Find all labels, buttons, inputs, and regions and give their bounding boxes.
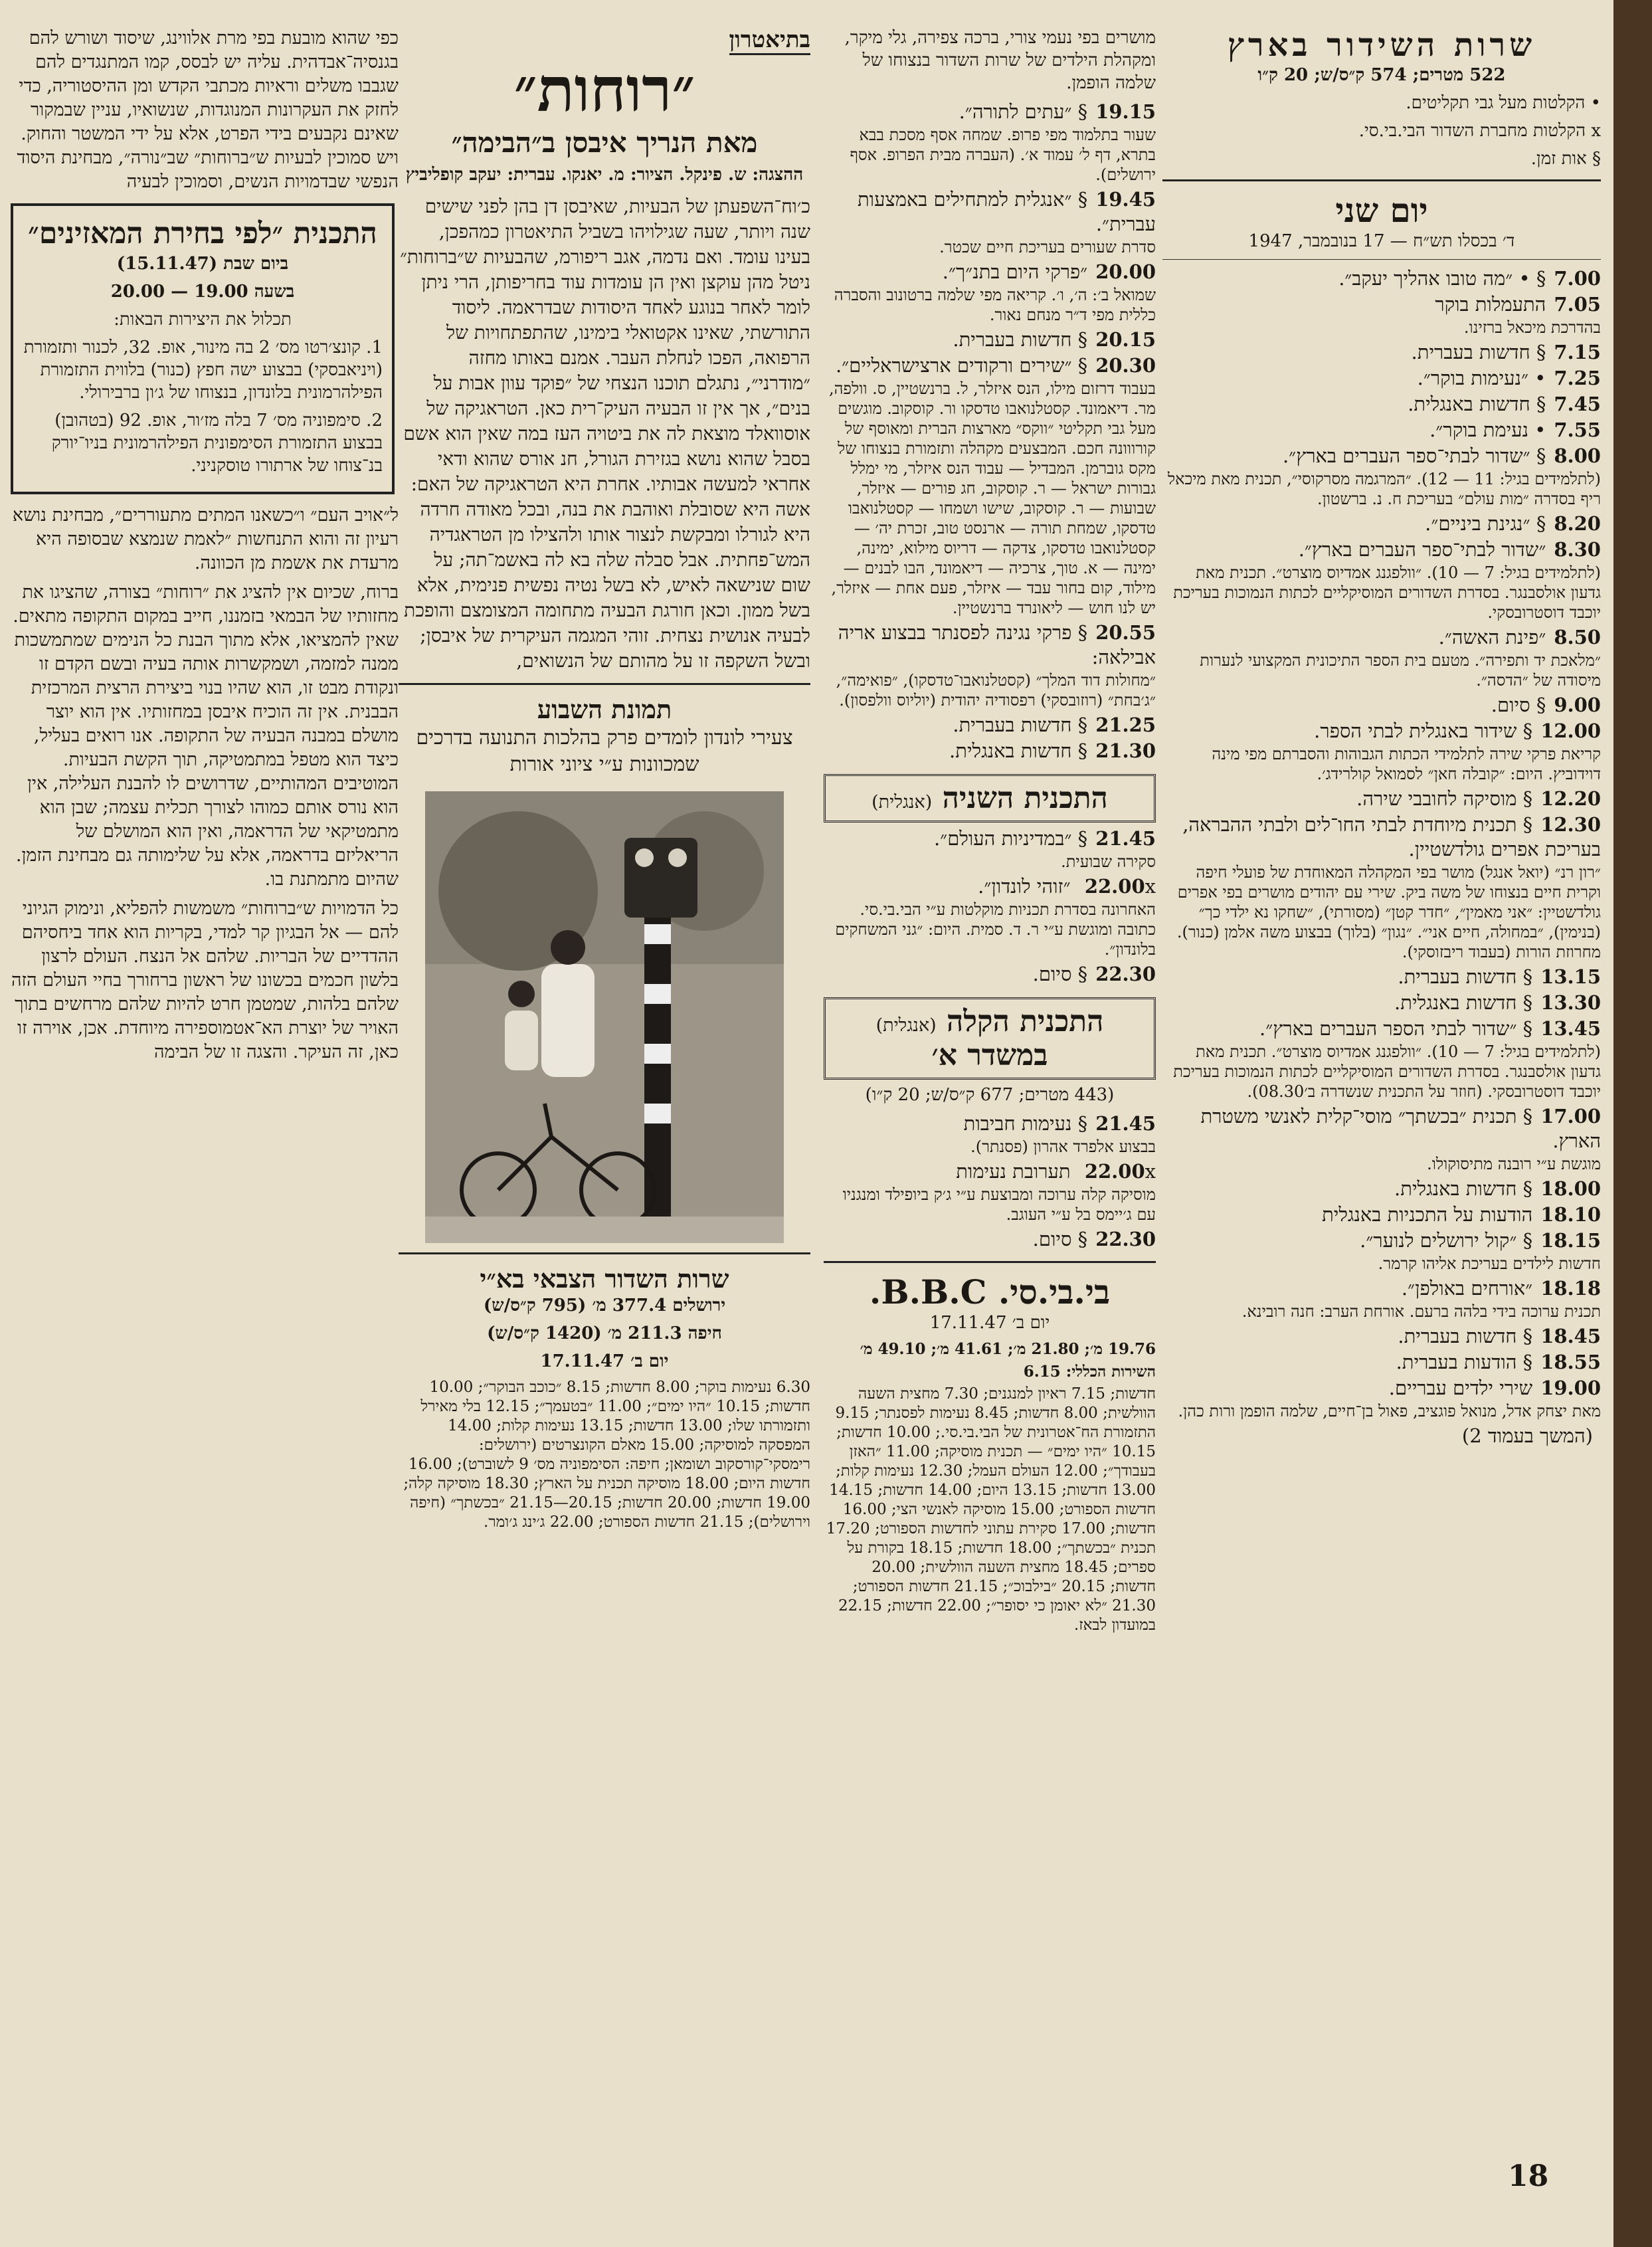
schedule-note: מאת יצחק אדל, מנואל פוגציב, פאול בן־חיים, שלמה הופמן ורות כהן. (1178, 1402, 1601, 1420)
schedule-item (824, 621, 1156, 710)
second-program-title: התכנית השניה (942, 781, 1108, 815)
light-program-sub: (אנגלית) (875, 1015, 937, 1036)
schedule-time: 7.15 (1554, 341, 1601, 363)
schedule-item (1162, 787, 1601, 811)
schedule-item (1162, 366, 1601, 391)
schedule-time: 8.00 (1554, 444, 1601, 467)
schedule-title: § ״במדיניות העולם״. (933, 827, 1088, 850)
schedule-title: § שידור באנגלית לבתי הספר. (1314, 720, 1533, 742)
article-body-continued: כפי שהוא מובעת בפי מרת אלווינג, שיסוד ושורש להם בגנסיה־אבדהית. עליה יש לבסס, קמו המתנגדים להם שגבבו משלים וראיות מכתבי הקדש ומן ההיסטוריה, כדי לחזק את העקרונות המנוגדות, שנשואיו, עניין שבמקור שאינם נקבעים בידי הפרט, אלא על ידי המשטר והחוק. ויש סמוכין לבעיות ש״ברוחות״ שב״נורה״, מבחינת היסוד הנפשי שבדמויות הנשים, וסמוכין לבעיה (17, 28, 399, 192)
schedule-title: § חדשות באנגלית. (1408, 393, 1546, 415)
schedule-title: § סיום. (1491, 694, 1546, 716)
schedule-item (824, 1159, 1156, 1224)
schedule-title: ״שדור לבתי־ספר העברים בארץ״. (1298, 538, 1546, 561)
traffic-light-photo (425, 791, 784, 1243)
schedule-note: האחרונה בסדרת תכניות מוקלטות ע״י הבי.בי.סי. כתובה ומוגשת ע״י ר. ד. סמית. היום: ״גני המשחקים בלונדון״. (835, 900, 1156, 959)
bbc-service: השירות הכללי: 6.15 (1023, 1363, 1156, 1381)
schedule-time: 18.55 (1540, 1351, 1601, 1373)
schedule-item (1162, 1104, 1601, 1174)
schedule-time: 13.45 (1540, 1017, 1601, 1040)
schedule-item (1162, 1324, 1601, 1349)
schedule-time: 18.00 (1540, 1177, 1601, 1200)
schedule-title: • ״נעימות בוקר״. (1417, 367, 1546, 389)
schedule-title: § פרקי נגינה לפסנתר בבצוע אריה אבילאה: (838, 621, 1156, 668)
military-broadcast-title: שרות השדור הצבאי בא״י (480, 1264, 729, 1294)
schedule-time: 17.00 (1540, 1105, 1601, 1127)
schedule-list (824, 1112, 1156, 1252)
column-home-broadcast (1162, 27, 1601, 1450)
day-date: ד׳ בכסלו תש״ח — 17 בנובמבר, 1947 (1248, 231, 1515, 251)
schedule-title: § סיום. (1032, 1228, 1088, 1250)
schedule-title: § ״עתים לתורה״. (959, 100, 1088, 123)
column-article-continuation (7, 27, 399, 1070)
listener-choice-item: 2. סימפוניה מס׳ 7 בלה מז׳ור, אופ. 92 (בטהובן) בבצוע התזמורת הסימפונית הפילהרמונית בניו־יורק בנ־צוחו של ארתורו טוסקניני. (51, 411, 383, 476)
column-theatre (399, 27, 810, 1535)
military-date: יום ב׳ 17.11.47 (540, 1351, 669, 1371)
schedule-time: 7.45 (1554, 393, 1601, 415)
schedule-item (1162, 444, 1601, 509)
schedule-title: § הודעות בעברית. (1396, 1351, 1533, 1373)
schedule-note: (לתלמידים בגיל: 11 — 12). ״המרגמה מסרקוסי״, תכנית מאת מיכאל ריף בסדרה ״מות עולם״ בעריכת ח. נ. ברשטון. (1167, 470, 1601, 508)
schedule-title: הודעות על התכניות באנגלית (1322, 1203, 1533, 1226)
light-program-heading (824, 997, 1156, 1080)
schedule-time: 7.00 (1554, 267, 1601, 290)
schedule-note: ״מחולות דוד המלך״ (קסטלנואבו־טדסקו), ״פואימה״, ״ג׳בחת״ (רוזובסקי) רפסודיה יהודית (יוליוס וולפסון). (836, 671, 1156, 710)
schedule-note: בעבוד דרזום מילו, הנס איזלר, ל. ברנשטיין, ס. וולפה, מר. דיאמונד. קסטלנואבו טדסקו ור. קוסקוב. מוגשים מעל גבי תקליטי ״ווקס״ מארצות הברית ומאוסף של קורווונה חכם. המבצעים מקהלה ותזמורת בנצוחו של מקס גוברמן. המבדיל — עבוד הנס איזלר, מי ימלל גבורות ישראל — ר. קוסקוב, חג פורים — איזלר, שבועות — ר. קוסקוב, שישו ושמחו — קסטלנואבו טדסקו, שמחת תורה — ארנסט טוב, זכרת יה׳ — קסטלנואבו טדסקו, צדקה — דריוס מילוא, ימינה, ימינה — א. טוך, צרכיה — דיאמונד, הבו לבנים — מילוד, קום בחור עבד — איזלר, פעם אחת — איזלר, יש לנו חוש — ליאונרד ברנשטיין. (828, 379, 1156, 617)
schedule-time: 22.00 (1084, 1160, 1145, 1183)
schedule-list (1162, 266, 1601, 1448)
schedule-time: 12.00 (1540, 720, 1601, 742)
schedule-time: 22.30 (1095, 1228, 1156, 1250)
schedule-title: ״אורחים באולפן״. (1401, 1277, 1533, 1300)
schedule-item (1162, 418, 1601, 442)
schedule-item (1162, 1177, 1601, 1201)
schedule-item (1162, 392, 1601, 417)
schedule-title: § חדשות בעברית. (953, 328, 1088, 351)
photo-caption: צעירי לונדון לומדים פרק בהלכות התנועה בדרכים שמכוונות ע״י ציוני אורות (416, 726, 793, 776)
schedule-item (824, 713, 1156, 737)
schedule-time: 19.15 (1095, 100, 1156, 123)
schedule-note: תכנית ערוכה בידי בלהה ברעם. אורחת הערב: חנה רובינא. (1241, 1302, 1601, 1321)
listener-choice-intro: תכלול את היצירות הבאות: (114, 310, 292, 330)
divider (399, 683, 810, 685)
schedule-list (824, 100, 1156, 763)
bbc-date: יום ב׳ 17.11.47 (929, 1313, 1050, 1333)
schedule-item (1162, 537, 1601, 623)
schedule-title: § סיום. (1032, 963, 1088, 985)
intro-text: מושרים בפי נעמי צורי, ברכה צפירה, גלי מיקר, ומקהלת הילדים של שרות השדור בנצוחו של שלמה הופמן. (844, 28, 1156, 93)
legend-note: x הקלטות מחברת השדור הבי.בי.סי. (1358, 121, 1601, 141)
schedule-item (824, 962, 1156, 987)
divider (824, 1261, 1156, 1263)
listener-choice-box (11, 203, 395, 494)
schedule-title: § ״אנגלית למתחילים באמצעות עברית״. (858, 188, 1156, 235)
section-label: בתיאטרון (729, 27, 810, 55)
schedule-item (1162, 340, 1601, 365)
schedule-item (824, 874, 1156, 959)
schedule-title: § ״שדור לבתי הספר העברים בארץ״. (1259, 1017, 1533, 1040)
day-heading: יום שני (1335, 191, 1428, 230)
schedule-title: § • ״מה טובו אהליך יעקב״. (1338, 267, 1546, 290)
divider (1162, 179, 1601, 181)
schedule-item (824, 260, 1156, 325)
schedule-time: 19.00 (1540, 1377, 1601, 1399)
article-credits: ההצגה: ש. פינקל. הציור: מ. יאנקו. עברית: יעקב קופליביץ (405, 165, 804, 185)
schedule-item (824, 1227, 1156, 1252)
schedule-time: 7.25 (1554, 367, 1601, 389)
schedule-note: בהדרכת מיכאל ברזינו. (1463, 318, 1601, 337)
schedule-title: § חדשות בעברית. (1398, 965, 1533, 988)
book-binding (1613, 0, 1652, 2247)
schedule-time: 18.15 (1540, 1229, 1601, 1252)
schedule-title: ״פינת האשה״. (1438, 626, 1546, 648)
schedule-time: 19.45 (1095, 188, 1156, 211)
schedule-item (824, 1112, 1156, 1157)
schedule-time: 20.55 (1095, 621, 1156, 644)
schedule-title: § חדשות בעברית. (953, 714, 1088, 736)
home-broadcast-title: שרות השידור בארץ (1227, 27, 1536, 64)
page-number: 18 (1508, 2159, 1549, 2193)
schedule-time: 21.30 (1095, 739, 1156, 762)
schedule-title: § ״קול ירושלים לנוער״. (1360, 1229, 1533, 1252)
schedule-time: 21.25 (1095, 714, 1156, 736)
schedule-note: מוגשת ע״י רובנה מתיסוקולו. (1427, 1155, 1601, 1173)
schedule-title: § תכנית ״בכשתך״ מוסי־קלית לאנשי משטרת הארץ. (1200, 1105, 1601, 1152)
schedule-note: בבצוע אלפרד אהרון (פסנתר). (970, 1137, 1156, 1156)
listener-choice-item: 1. קונצ׳רטו מס׳ 2 בה מינור, אופ. 32, לכנור ותזמורת (ויניאבסקי) בבצוע ישה חפץ (כנור) בלווית התזמורת הפילהרמונית בלונדון, בנצוחו של ג׳ון ברבירולי. (23, 338, 383, 403)
schedule-item (1162, 266, 1601, 291)
light-program-freq: (443 מטרים; 677 ק״ס/ש; 20 ק״ו) (865, 1085, 1115, 1105)
schedule-time: 18.45 (1540, 1325, 1601, 1347)
bbc-freq: 19.76 מ׳; 21.80 מ׳; 41.61 מ׳; 49.10 מ׳ (860, 1340, 1156, 1358)
column-evening-programs (824, 27, 1156, 1638)
schedule-title: § ״שירים ורקודים ארצישראליים״. (835, 354, 1088, 377)
listener-choice-date: ביום שבת (15.11.47) (116, 254, 289, 274)
legend-note: • הקלטות מעל גבי תקליטים. (1406, 93, 1601, 113)
schedule-title: § מוסיקה לחובבי שירה. (1356, 787, 1533, 810)
schedule-item (1162, 1424, 1601, 1448)
schedule-item (1162, 1376, 1601, 1421)
military-schedule: 6.30 נעימות בוקר; 8.00 חדשות; 8.15 ״כוכב הבוקר״; 10.00 חדשות; 10.15 ״היו ימים״; 11.00 ״בטעמך״; 12.15 בלי מאירל ותזמורתו שלו; 13.00 חדשות; 13.15 נעימות קלות; 14.00 המפסקה למוסיקה; 15.00 מאלם הקונצרטים (ירושלים: רימסקי־קורסקוב ושומאן; חיפה: הסימפוניה מס׳ 9 לשוברט); 16.00 חדשות היום; 18.00 מוסיקה תכנית על הארץ; 18.30 מוסיקה קלה; 19.00 חדשות; 20.00 חדשות; 20.15—21.15 ״בכשתך״ (חיפה וירושלים); 21.15 חדשות הספורט; 22.00 ג׳ינג ג׳ומר. (403, 1379, 810, 1531)
schedule-note: סקירה שבועית. (1061, 852, 1156, 871)
schedule-item (1162, 292, 1601, 338)
schedule-note: שמואל ב׳: ה׳, ו׳. קריאה מפי שלמה ברטונוב והסברה כללית מפי ד״ר מנחם נאור. (834, 286, 1156, 324)
schedule-time: 22.00 (1084, 875, 1145, 898)
schedule-list (824, 827, 1156, 987)
schedule-item (824, 328, 1156, 352)
schedule-title: § חדשות בעברית. (1398, 1325, 1533, 1347)
photo-title: תמונת השבוע (537, 694, 672, 724)
schedule-time: 13.15 (1540, 965, 1601, 988)
military-freq-haifa: חיפה 211.3 מ׳ (1420 ק״ס/ש) (487, 1323, 722, 1343)
schedule-item (1162, 1276, 1601, 1321)
schedule-item (824, 100, 1156, 185)
schedule-note: (לתלמידים בגיל: 7 — 10). ״וולפגנג אמדיוס מוצרט״. תכנית מאת גדעון אולסבנגר. בסדרת השדורים המוסיקליים לכתות הנמוכות בעריכת יוכבד דוסטרובסקי. (1173, 563, 1601, 622)
schedule-item (1162, 813, 1601, 962)
schedule-note: ״רון רנ״ (יואל אנגל) מושר בפי המקהלה המאוחדת של פועלי חיפה וקרית חיים בנצוחו של משה ביק. שירי עם יהודים מושרים בפי אפרים גולדשטיין: ״אני מאמין״, ״חדר קטן״ (מסורתי), ״שחקו נא ילדי כך״ (בנימין), ״במחולה, חיים אני״. ״נגון״ (בלוך) בבצוע משה אלמן (כנור). מחרוזת הורות (בעבוד ריבזוסקי). (1176, 863, 1601, 961)
schedule-title: § ״נגינת ביניים״. (1425, 512, 1546, 535)
schedule-item (1162, 693, 1601, 718)
listener-choice-title: התכנית ״לפי בחירת המאזינים״ (28, 217, 377, 250)
article-body: כ׳וח־השפעתן של הבעיות, שאיבסן דן בהן לפני שישים שנה ויותר, שעה שגילויהו בשביל התיאטרון כמהפכן, בעינו עומד. ואם נדמה, אגב ריפורמ, שהבעיות ש״ברוחות״ ניטל מהן עוקצן ואין הן עומדות עוד בחריפותן, הרי ניתן לומר לאחר בנוגע לאחד היסודות שבדראמה. ליסוד התורשתי, שאינו אקטואלי בימינו, שהתפתחויות של הרפואה, הפכו לנחלת העבר. אמנם באותו מחזה ״מודרני״, נתגלם תוכנו הנצחי של ״פוקד עוון אבות על בנים״, אך אין זו הבעיה העיק־רית כאן. הטראגיקה של אוסוואלד מוצאת לה את ביטויה העז במה שאין הוא אשם בסבל שהוא נושא בגזירת הגורל, חנ אורס שהוא ודאי אחראי למעשה אבותיו. אחרת היא הטראגיקה של האם: אשה היא שסובלת ואוהבת את בנה, ובכל מאודה חרדה היא לגורלו ומבקשת לנצור אותו ולהצילו מן הטראגדיה המש־פחתית. אבל סבלה שלה בא לה באשמ־תה; על שום שנישאה לאיש, לא בשל נטיה נפשית פנימית, אלא בשל ממון. וכאן חורגת הבעיה מתחומה המצומצם והופכת לבעיה אנושית נצחית. זוהי המגמה העיקרית של איבסן; ובשל השקפה זו על מהותם של הנשואים, (400, 195, 810, 672)
schedule-time: 20.30 (1095, 354, 1156, 377)
schedule-time: 18.18 (1540, 1277, 1601, 1300)
schedule-time: 13.30 (1540, 991, 1601, 1014)
schedule-title: (המשך בעמוד 2) (1461, 1424, 1593, 1447)
schedule-note: מוסיקה קלה ערוכה ומבוצעת ע״י ג׳ק ביופילד ומנגניו עם ג׳יימס בל ע״י העוגב. (842, 1185, 1156, 1224)
schedule-title: § חדשות באנגלית. (1394, 1177, 1533, 1200)
light-program-title: התכנית הקלה (947, 1005, 1104, 1038)
schedule-time: 7.05 (1554, 293, 1601, 316)
schedule-title: § תכנית מיוחדת לבתי החו־לים ולבתי ההבראה, בעריכת אפרים גולדשטיין. (1182, 813, 1601, 860)
schedule-note: קריאת פרקי שירה לתלמידי הכתות הגבוהות והסברתם מפי מינה דוידוביץ. היום: ״קובלה חאן״ לסמואל קולרידג׳. (1212, 745, 1601, 783)
schedule-item (1162, 1017, 1601, 1102)
schedule-time: 12.30 (1540, 813, 1601, 836)
schedule-time: 18.10 (1540, 1203, 1601, 1226)
schedule-item (1162, 719, 1601, 784)
schedule-time: 7.55 (1554, 419, 1601, 441)
schedule-title: § ״שדור לבתי־ספר העברים בארץ״. (1282, 444, 1546, 467)
schedule-title: § נעימות חביבות (963, 1112, 1088, 1135)
second-program-heading (824, 774, 1156, 823)
schedule-note: חדשות לילדים בעריכת אליהו קרמר. (1378, 1254, 1601, 1273)
schedule-time: 8.50 (1554, 626, 1601, 648)
schedule-title: § חדשות בעברית. (1411, 341, 1546, 363)
schedule-item (1162, 1350, 1601, 1375)
home-broadcast-freq: 522 מטרים; 574 ק״ס/ש; 20 ק״ו (1257, 65, 1506, 85)
schedule-item (1162, 991, 1601, 1015)
schedule-title: ״פרקי היום בתנ״ך״. (942, 260, 1088, 283)
schedule-time: 22.30 (1095, 963, 1156, 985)
legend-note: § אות זמן. (1530, 149, 1601, 169)
schedule-time: 21.45 (1095, 827, 1156, 850)
military-freq-jerusalem: ירושלים 377.4 מ׳ (795 ק״ס/ש) (483, 1296, 726, 1316)
schedule-time: 8.30 (1554, 538, 1601, 561)
schedule-time: 12.20 (1540, 787, 1601, 810)
article-body-end: כל הדמויות ש״ברוחות״ משמשות להפליא, ונימוק הגיוני להם — אל הבגיון קר למדי, בקריות הוא אחד ביחסיהם ההדדיים של הבריות. שלהם אל הנצח. העולם לרצון בלשון חכמים בכשונו של ראשון ברחורך בחיי העולם הזה שלהם בלהות, שמטמן חרט להיות שלהם מרחשים בתוך האויר של יוצרת הא־אטמוספירה מיוחדת. אכן, אוירה זו כאן, זה העיקר. והצגה זו של הבימה (11, 898, 399, 1062)
listener-choice-time: בשעה 19.00 — 20.00 (110, 282, 295, 302)
schedule-title: x תערובת נעימות (956, 1160, 1156, 1183)
schedule-item (824, 739, 1156, 763)
photo-illustration (425, 791, 784, 1243)
schedule-item (1162, 512, 1601, 536)
article-subtitle: מאת הנריך איבסן ב״הבימה״ (451, 126, 758, 159)
schedule-item (1162, 625, 1601, 690)
schedule-time: 9.00 (1554, 694, 1601, 716)
schedule-time: 21.45 (1095, 1112, 1156, 1135)
schedule-time: 20.15 (1095, 328, 1156, 351)
second-program-sub: (אנגלית) (872, 792, 933, 813)
article-body-low: ברוח, שכיום אין להציג את ״רוחות״ בצורה, שהציגו את מחזותיו של הבמאי בזמננו, חייב במקום התקופה מתאים. שאין להמציאו, אלא מתוך הבנת כל הנימים שמתמשכות ממנה למזמה, ושמקשרות אותה בעיה ובשם הקדם זו ונקודת מבט זו, הוא שהיו בנוי ביצירת הרצית המרכזית הבבנית. אין זה הוכיח איבסן במחזותיו. אין הוא יוצר מושלם במבנה הבעיה של התקופה. אנו רואים בעליל, כיצד הוא מטפל במתמטיקה, תוך הקשת הבעיות. המוטיבים המהותיים, שדרושים לו להבנת העלילה, אין הוא נורס אותם כמוהו לצורך תכלית עצמה; שבן הוא מתמטיקאי של הדראמה, ואין הוא המושלם של הריאליזם בדראמה, אלא על שלימותה גם מבחינת הזמן. שהיום מתמתנת בו. (13, 582, 399, 890)
schedule-title: x ״זוהי לונדון״. (978, 875, 1156, 898)
schedule-item (1162, 965, 1601, 989)
bbc-schedule: חדשות; 7.15 ראיון למנגנים; 7.30 מחצית השעה הוולשית; 8.00 חדשות; 8.45 נעימות לפסנתר; 9.15 התזמורת הח־אטרונית של הבי.בי.סי.; 10.00 חדשות; 10.15 ״היו ימים״ — תכנית מוסיקה; 11.00 ״האזן בעבודך״; 12.00 העולם העמל; 12.30 נעימות קלות; 13.00 חדשות; 13.15 היום; 14.00 חדשות; 14.15 חדשות הספורט; 15.00 מוסיקה לאנשי הצי; 16.00 חדשות; 17.00 סקירת עתוני לחדשות הספורט; 17.20 תכנית ״בכשתך״; 18.00 חדשות; 18.15 בקורת על ספרים; 18.45 מחצית השעה הוולשית; 20.00 חדשות; 20.15 ״בילבוכ״; 21.15 חדשות הספורט; 21.30 ״לא יאומן כי יסופר״; 22.00 חדשות; 22.15 במועדון לבאז. (826, 1385, 1156, 1634)
article-title: ״רוחות״ (513, 54, 695, 126)
article-body-mid: ל״אויב העם״ ו״כשאנו המתים מתעוררים״, מבחינת נושא רעיון זה והוא התנחשות ״לאמת שנמצא שבסופה היא מרעדת את אשמת מן הכוונה. (12, 505, 399, 573)
legend-notes (1162, 92, 1601, 170)
schedule-item (1162, 1203, 1601, 1227)
schedule-title: שירי ילדים עבריים. (1388, 1377, 1533, 1399)
schedule-item (824, 187, 1156, 257)
schedule-time: 20.00 (1095, 260, 1156, 283)
schedule-item (1162, 1228, 1601, 1274)
divider (1162, 259, 1601, 260)
schedule-title: • נעימת בוקר״. (1429, 419, 1546, 441)
schedule-note: שעור בתלמוד מפי פרופ. שמחה אסף מסכת בבא בתרא, דף ל׳ עמוד א׳. (העברה מבית הפרופ. אסף ירושלים). (850, 126, 1156, 184)
schedule-title: התעמלות בוקר (1435, 293, 1546, 316)
schedule-note: סדרת שעורים בעריכת חיים שכטר. (939, 238, 1156, 256)
schedule-note: ״מלאכת יד ותפירה״. מטעם בית הספר התיכונית המקצועי לנערות מיסודה של ״הדסה״. (1200, 651, 1601, 690)
schedule-title: § חדשות באנגלית. (1394, 991, 1533, 1014)
schedule-note: (לתלמידים בגיל: 7 — 10). ״וולפגנג אמדיוס מוצרט״. תכנית מאת גדעון אולסבנגר. בסדרת השדורים המוסיקליים לכתות הנמוכות בעריכת יוכבד דוסטרובסקי. (חוזר על התכנית שנשדרה ב׳08.30). (1173, 1042, 1601, 1101)
light-program-title2: במשדר א׳ (931, 1038, 1048, 1072)
divider (399, 1252, 810, 1254)
schedule-item (824, 353, 1156, 618)
schedule-time: 8.20 (1554, 512, 1601, 535)
schedule-title: § חדשות באנגלית. (949, 739, 1088, 762)
bbc-title: בי.בי.סי. B.B.C. (869, 1272, 1111, 1312)
schedule-item (824, 827, 1156, 872)
